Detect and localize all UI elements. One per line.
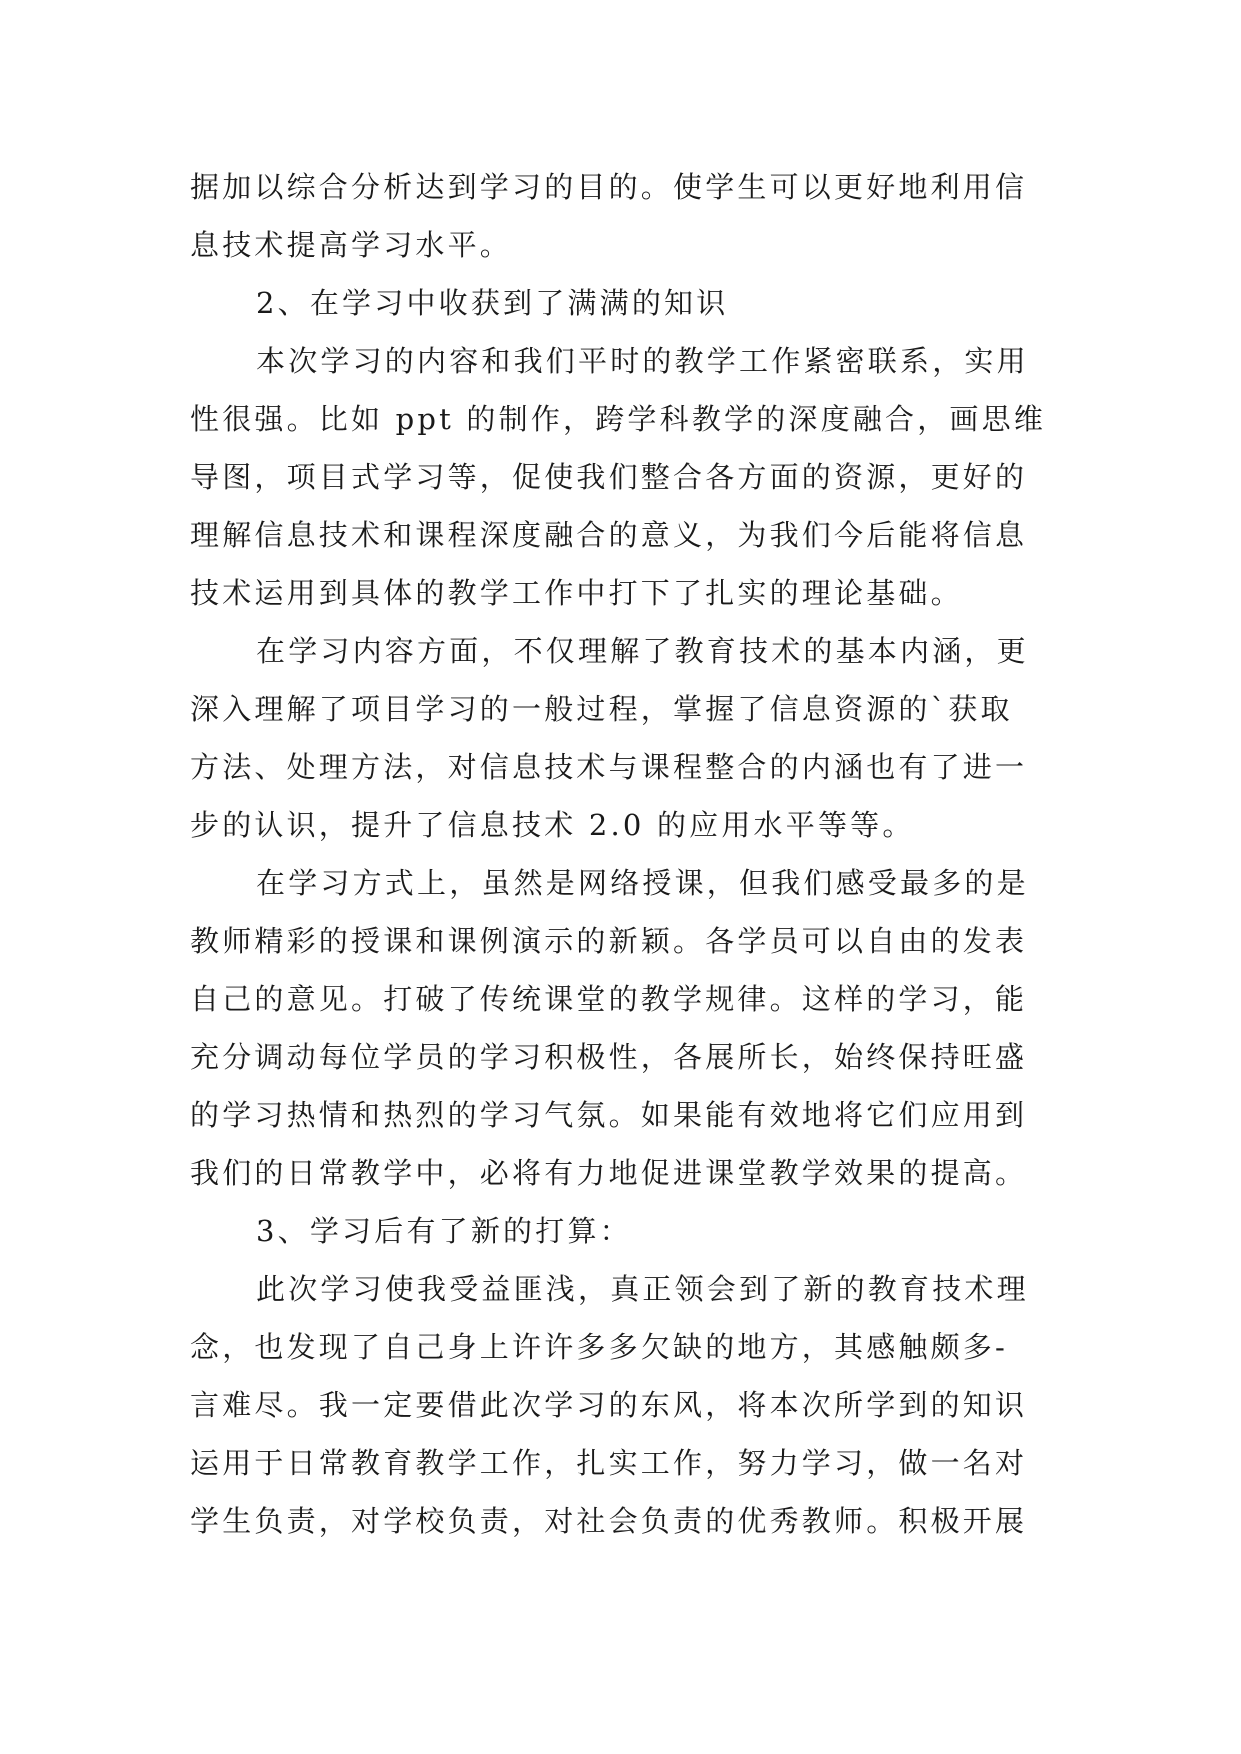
paragraph-start: 在学习方式上，虽然是网络授课，但我们感受最多的是 [256,866,1029,900]
text-line: 运用于日常教育教学工作，扎实工作，努力学习，做一名对 [190,1446,1028,1480]
paragraph-start: 此次学习使我受益匪浅，真正领会到了新的教育技术理 [256,1272,1029,1306]
paragraph-start: 本次学习的内容和我们平时的教学工作紧密联系，实用 [256,344,1029,378]
text-line: 我们的日常教学中，必将有力地促进课堂教学效果的提高。 [190,1156,1028,1190]
text-line: 导图，项目式学习等，促使我们整合各方面的资源，更好的 [190,460,1028,494]
paragraph-start: 在学习内容方面，不仅理解了教育技术的基本内涵，更 [256,634,1029,668]
text-line: 息技术提高学习水平。 [190,228,513,262]
text-line: 自己的意见。打破了传统课堂的教学规律。这样的学习，能 [190,982,1028,1016]
text-line: 理解信息技术和课程深度融合的意义，为我们今后能将信息 [190,518,1028,552]
text-line: 据加以综合分析达到学习的目的。使学生可以更好地利用信 [190,170,1028,204]
text-line: 的学习热情和热烈的学习气氛。如果能有效地将它们应用到 [190,1098,1028,1132]
text-line: 言难尽。我一定要借此次学习的东风，将本次所学到的知识 [190,1388,1028,1422]
text-line: 教师精彩的授课和课例演示的新颖。各学员可以自由的发表 [190,924,1028,958]
document-body [190,158,1070,1550]
text-line: 深入理解了项目学习的一般过程，掌握了信息资源的`获取 [190,692,1013,726]
text-line: 步的认识，提升了信息技术 2.0 的应用水平等等。 [190,808,915,842]
section-heading: 2、在学习中收获到了满满的知识 [256,286,729,320]
section-heading: 3、学习后有了新的打算： [256,1214,632,1248]
text-line: 学生负责，对学校负责，对社会负责的优秀教师。积极开展 [190,1504,1028,1538]
text-line: 性很强。比如 ppt 的制作，跨学科教学的深度融合，画思维 [190,402,1047,436]
text-line: 技术运用到具体的教学工作中打下了扎实的理论基础。 [190,576,963,610]
text-line: 充分调动每位学员的学习积极性，各展所长，始终保持旺盛 [190,1040,1028,1074]
text-line: 念，也发现了自己身上许许多多欠缺的地方，其感触颇多- [190,1330,1008,1364]
text-line: 方法、处理方法，对信息技术与课程整合的内涵也有了进一 [190,750,1028,784]
